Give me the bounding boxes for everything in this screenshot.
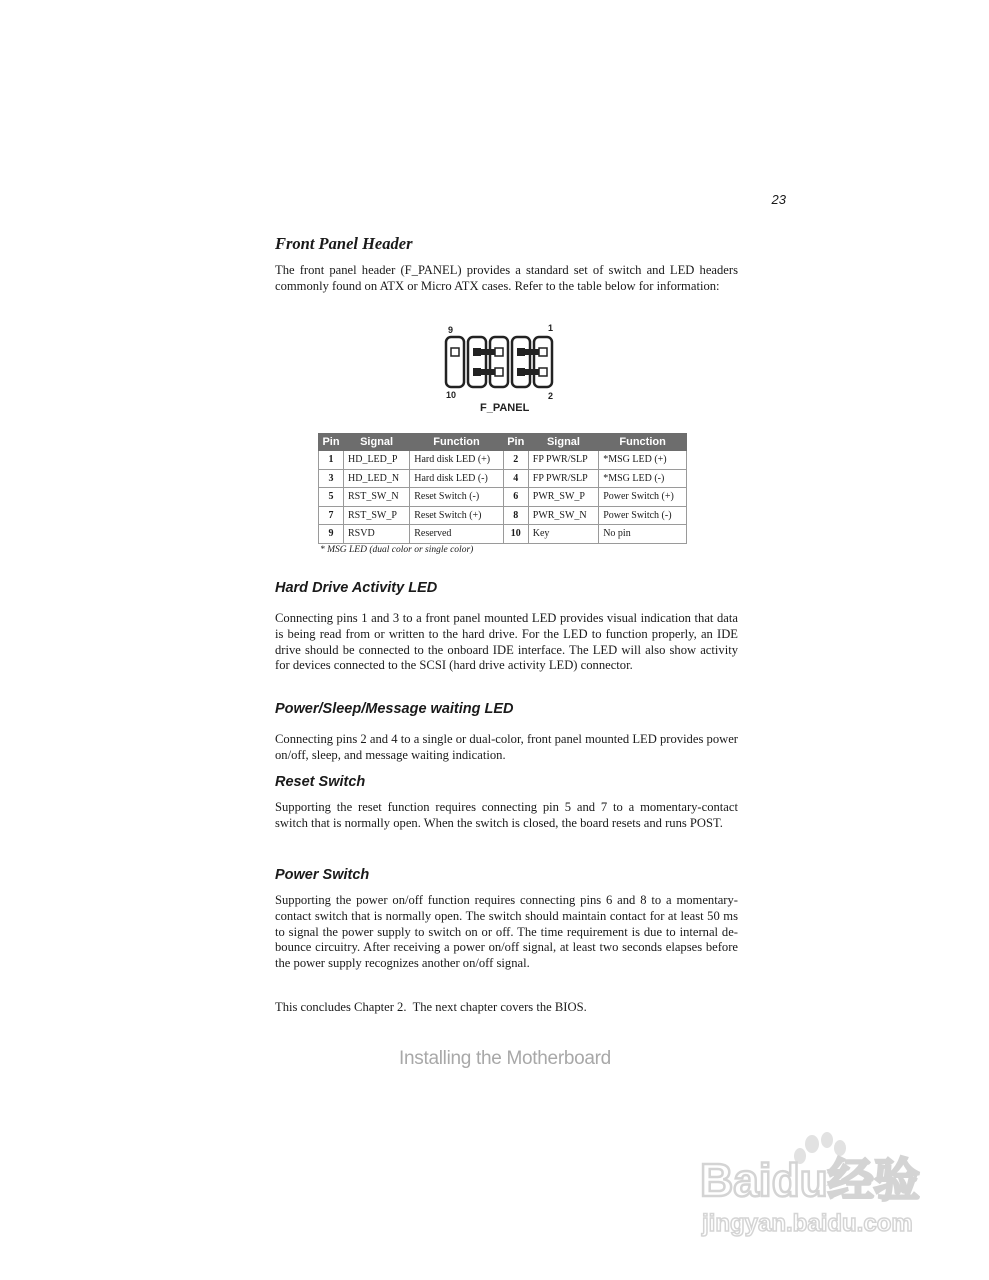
table-cell: HD_LED_N — [344, 469, 410, 488]
pin-assignment-table — [318, 433, 687, 544]
table-cell: 10 — [503, 525, 528, 544]
f-panel-label: F_PANEL — [480, 402, 530, 414]
watermark-brand: Baidu经验 — [700, 1154, 920, 1206]
table-cell: 1 — [319, 451, 344, 470]
front-panel-intro: The front panel header (F_PANEL) provides a standard set of switch and LED headers commonly found on ATX or Micro ATX cases. Refer to the table below for information: — [275, 263, 738, 293]
header-pin-left: Pin — [319, 434, 344, 451]
table-footnote: * MSG LED (dual color or single color) — [320, 545, 474, 555]
pin-label-10: 10 — [446, 390, 457, 400]
baidu-watermark — [700, 1130, 940, 1240]
table-cell: PWR_SW_P — [528, 488, 598, 507]
paragraph-hard-drive-led: Connecting pins 1 and 3 to a front panel mounted LED provides visual indication that data is being read from or written to the hard drive. For the LED to function properly, an IDE drive should be connected to the onboard IDE interface. The LED will also show activity for devices connected to the SCSI (hard drive activity LED) connector. — [275, 611, 738, 673]
table-cell: Power Switch (-) — [599, 506, 687, 525]
table-cell: HD_LED_P — [344, 451, 410, 470]
table-cell: Hard disk LED (-) — [410, 469, 504, 488]
table-cell: 3 — [319, 469, 344, 488]
watermark-url: jingyan.baidu.com — [702, 1210, 913, 1237]
table-row — [319, 506, 687, 525]
table-cell: RST_SW_P — [344, 506, 410, 525]
page-footer: Installing the Motherboard — [399, 1048, 611, 1069]
header-signal-left: Signal — [344, 434, 410, 451]
section-heading-front-panel: Front Panel Header — [275, 234, 413, 253]
header-function-right: Function — [599, 434, 687, 451]
table-cell: FP PWR/SLP — [528, 469, 598, 488]
table-cell: PWR_SW_N — [528, 506, 598, 525]
heading-power-switch: Power Switch — [275, 867, 370, 883]
table-cell: Hard disk LED (+) — [410, 451, 504, 470]
table-cell: Reserved — [410, 525, 504, 544]
table-cell: 7 — [319, 506, 344, 525]
header-signal-right: Signal — [528, 434, 598, 451]
table-row — [319, 488, 687, 507]
page-number: 23 — [771, 192, 786, 207]
table-header-row — [319, 434, 687, 451]
table-cell: 2 — [503, 451, 528, 470]
paragraph-reset-switch: Supporting the reset function requires connecting pin 5 and 7 to a momentary-contact switch that is normally open. When the switch is closed, the board resets and runs POST. — [275, 800, 738, 830]
table-row — [319, 469, 687, 488]
chapter-conclusion: This concludes Chapter 2. The next chapter covers the BIOS. — [275, 1000, 587, 1014]
table-cell: RSVD — [344, 525, 410, 544]
table-row — [319, 451, 687, 470]
pin-label-1: 1 — [548, 323, 554, 333]
f-panel-connector-diagram — [430, 320, 570, 415]
paragraph-power-switch: Supporting the power on/off function requires connecting pins 6 and 8 to a momentary-contact switch that is normally open. The switch should maintain contact for at least 50 ms to signal the power supply to switch on or off. The time requirement is due to internal de-bounce circuitry. After receiving a power on/off signal, at least two seconds elapses before the power supply recognizes another on/off signal. — [275, 893, 738, 971]
table-cell: Reset Switch (-) — [410, 488, 504, 507]
pin-label-2: 2 — [548, 391, 554, 401]
table-cell: 5 — [319, 488, 344, 507]
table-cell: Reset Switch (+) — [410, 506, 504, 525]
paragraph-power-sleep-led: Connecting pins 2 and 4 to a single or dual-color, front panel mounted LED provides power on/off, sleep, and message waiting indication. — [275, 732, 738, 762]
heading-reset-switch: Reset Switch — [275, 774, 366, 790]
table-cell: 6 — [503, 488, 528, 507]
table-cell: Key — [528, 525, 598, 544]
heading-power-sleep-led: Power/Sleep/Message waiting LED — [275, 701, 514, 717]
pin-label-9: 9 — [448, 325, 454, 335]
table-cell: FP PWR/SLP — [528, 451, 598, 470]
table-cell: 9 — [319, 525, 344, 544]
table-cell: 8 — [503, 506, 528, 525]
table-cell: *MSG LED (-) — [599, 469, 687, 488]
header-function-left: Function — [410, 434, 504, 451]
heading-hard-drive-led: Hard Drive Activity LED — [275, 580, 438, 596]
table-row — [319, 525, 687, 544]
table-cell: *MSG LED (+) — [599, 451, 687, 470]
table-cell: No pin — [599, 525, 687, 544]
table-cell: RST_SW_N — [344, 488, 410, 507]
header-pin-right: Pin — [503, 434, 528, 451]
table-cell: Power Switch (+) — [599, 488, 687, 507]
table-cell: 4 — [503, 469, 528, 488]
